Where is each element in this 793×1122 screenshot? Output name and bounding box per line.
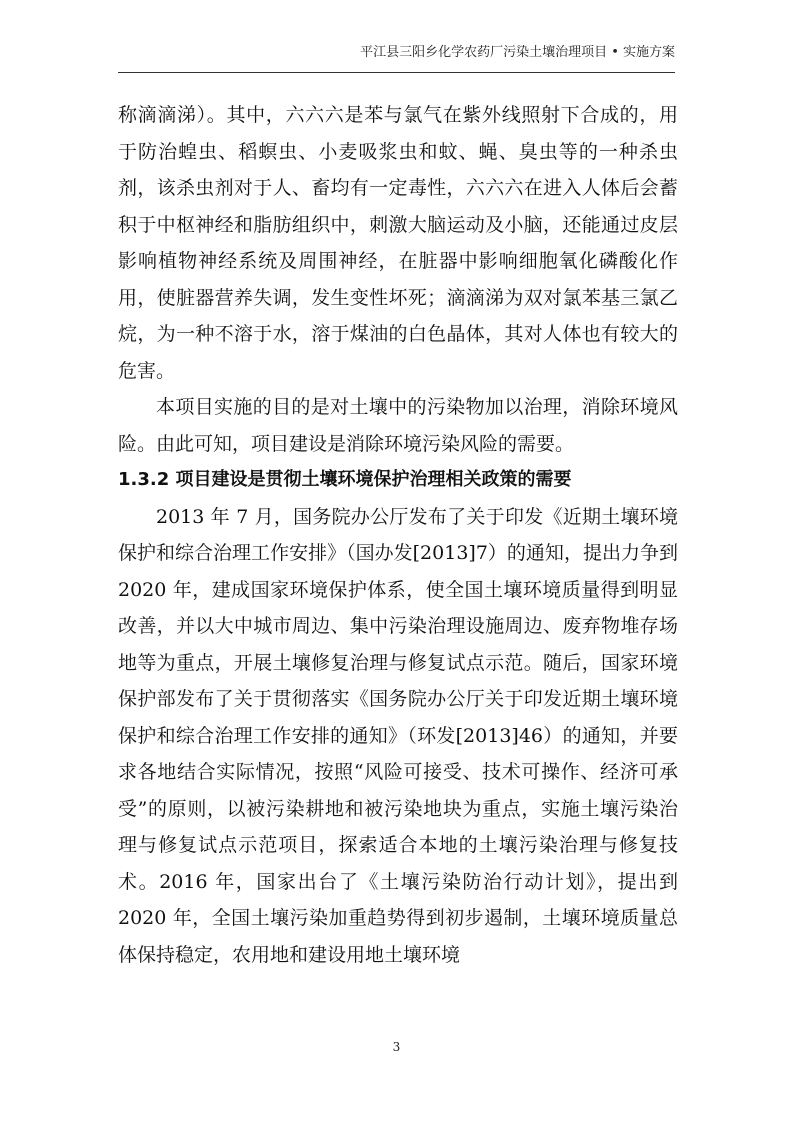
header-divider — [118, 72, 675, 73]
paragraph-policy: 2013 年 7 月，国务院办公厅发布了关于印发《近期土壤环境保护和综合治理工作安排》（国办发[2013]7）的通知，提出力争到 2020 年，建成国家环境保护体系，使全国土壤环境质量得到明显改善，并以大中城市周边、集中污染治理设施周边、废弃物堆存场地等为重点，开展土壤修复治理与修复试点示范。随后，国家环境保护部发布了关于贯彻落实《国务院办公厅关于印发近期土壤环境保护和综合治理工作安排的通知》（环发[2013]46）的通知，并要求各地结合实际情况，按照“风险可接受、技术可操作、经济可承受”的原则，以被污染耕地和被污染地块为重点，实施土壤污染治理与修复试点示范项目，探索适合本地的土壤污染治理与修复技术。2016 年，国家出台了《土壤污染防治行动计划》，提出到 2020 年，全国土壤污染加重趋势得到初步遏制，土壤环境质量总体保持稳定，农用地和建设用地土壤环境 — [118, 505, 678, 966]
running-header: 平江县三阳乡化学农药厂污染土壤治理项目 • 实施方案 — [360, 45, 675, 60]
section-heading: 1.3.2 项目建设是贯彻土壤环境保护治理相关政策的需要 — [118, 469, 572, 490]
paragraph-project-purpose: 本项目实施的目的是对土壤中的污染物加以治理，消除环境风险。由此可知，项目建设是消除环境污染风险的需要。 — [118, 396, 678, 455]
paragraph-continued: 称滴滴涕）。其中，六六六是苯与氯气在紫外线照射下合成的，用于防治蝗虫、稻螟虫、小麦吸浆虫和蚊、蝇、臭虫等的一种杀虫剂，该杀虫剂对于人、畜均有一定毒性，六六六在进入人体后会蓄积于中枢神经和脂肪组织中，刺激大脑运动及小脑，还能通过皮层影响植物神经系统及周围神经，在脏器中影响细胞氧化磷酸化作用，使脏器营养失调，发生变性坏死；滴滴涕为双对氯苯基三氯乙烷，为一种不溶于水，溶于煤油的白色晶体，其对人体也有较大的危害。 — [118, 104, 678, 382]
page-number: 3 — [392, 1040, 401, 1054]
page-body — [118, 97, 678, 973]
